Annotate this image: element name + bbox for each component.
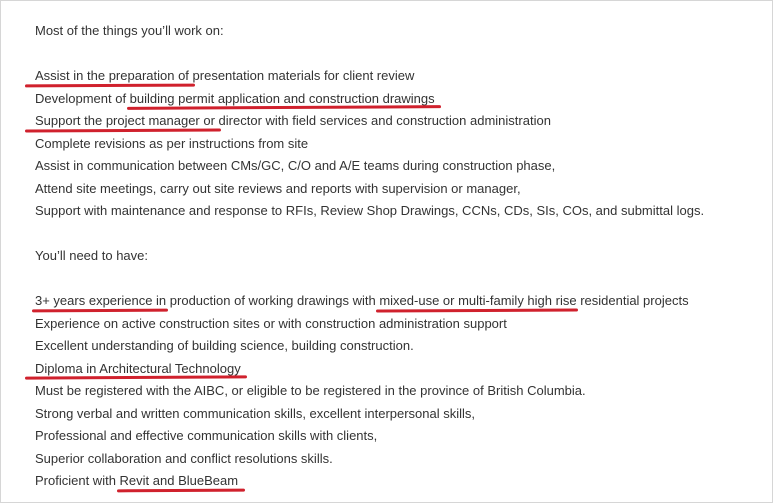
list-item: Professional and effective communication skills with clients, [35, 428, 378, 443]
list-item: Support with maintenance and response to RFIs, Review Shop Drawings, CCNs, CDs, SIs, COs, and submittal logs. [35, 203, 705, 218]
item-text: Proficient with [35, 473, 120, 488]
list-item: Complete revisions as per instructions from site [35, 135, 309, 151]
job-description-content [35, 20, 760, 493]
list-item: Superior collaboration and conflict resolutions skills. [35, 450, 333, 466]
list-item [35, 88, 760, 111]
list-item: Assist in communication between CMs/GC, C/O and A/E teams during construction phase, [35, 158, 556, 173]
highlighted-phrase: mixed-use or multi-family high rise [379, 293, 577, 308]
highlighted-phrase: Support the project manager or [35, 113, 215, 128]
highlighted-phrase: Diploma in Architectural Technology [35, 360, 241, 376]
item-text: production of working drawings with [166, 293, 380, 308]
item-text: residential projects [576, 293, 689, 308]
spacer [35, 268, 760, 291]
list-item: Experience on active construction sites or with construction administration support [35, 315, 507, 331]
highlighted-phrase: building permit application and construction drawings [129, 90, 435, 106]
highlighted-phrase: Revit and BlueBeam [119, 473, 239, 488]
item-text: director with field services and construction administration [214, 113, 551, 128]
spacer [35, 223, 760, 246]
list-item: Excellent understanding of building science, building construction. [35, 338, 414, 353]
item-text: Development of [35, 90, 130, 106]
list-item: Must be registered with the AIBC, or eligible to be registered in the province of British Columbia. [35, 383, 586, 398]
highlighted-phrase: Assist in the preparation of [35, 68, 189, 83]
list-item [35, 358, 760, 381]
list-item [35, 110, 760, 133]
spacer [35, 43, 760, 66]
list-item: Attend site meetings, carry out site reviews and reports with supervision or manager, [35, 180, 521, 196]
list-item: Strong verbal and written communication skills, excellent interpersonal skills, [35, 405, 476, 421]
highlighted-phrase: 3+ years experience in [35, 293, 167, 308]
item-text: presentation materials for client review [188, 68, 415, 83]
list-item [35, 470, 760, 493]
section-heading-work: Most of the things you’ll work on: [35, 23, 224, 38]
list-item [35, 65, 760, 88]
section-heading-requirements: You’ll need to have: [35, 248, 149, 263]
list-item [35, 290, 760, 313]
